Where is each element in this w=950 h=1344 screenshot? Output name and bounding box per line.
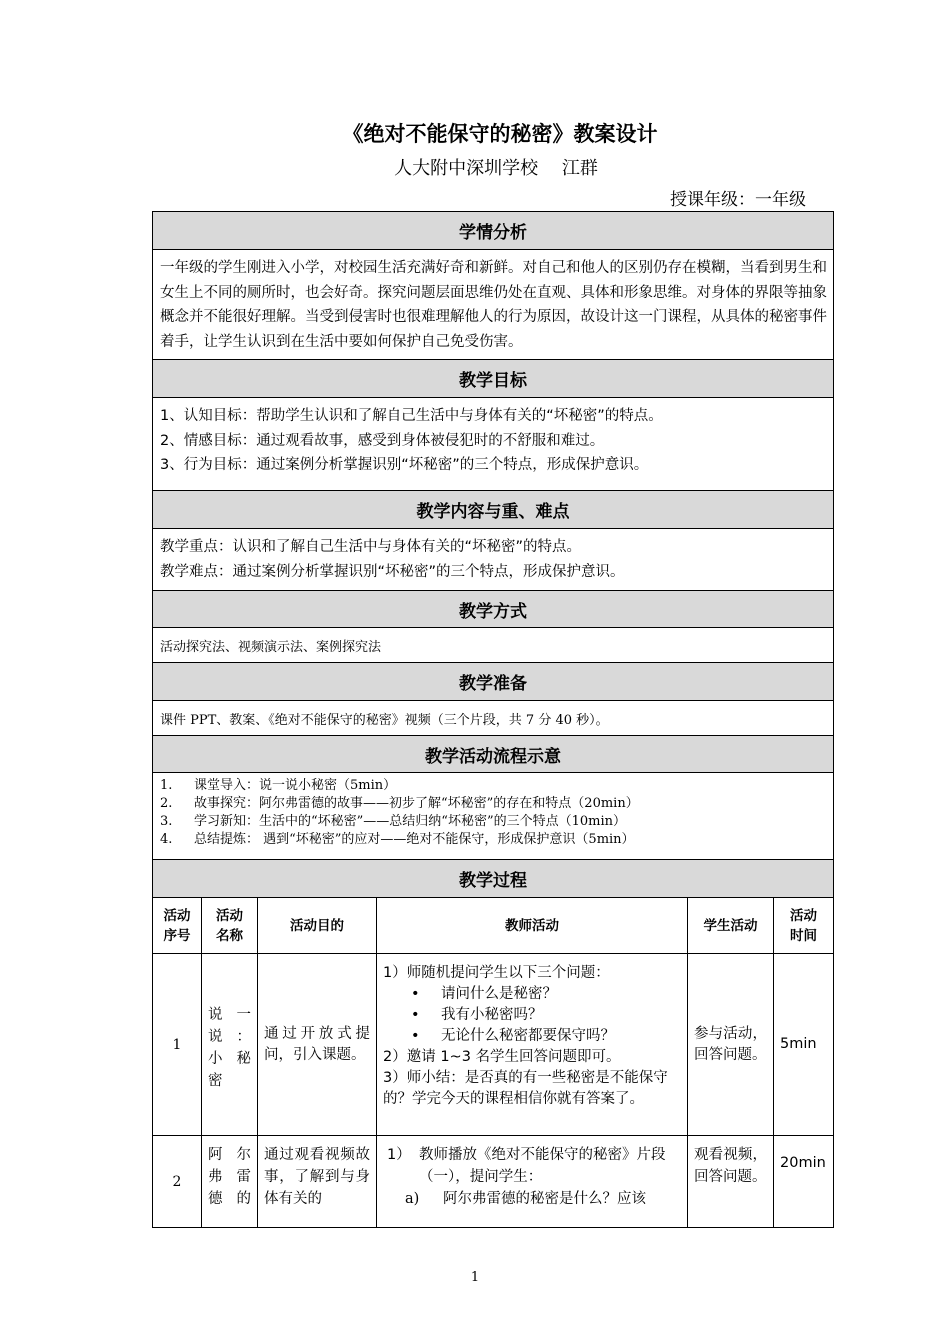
column-header-teacher: 教师活动	[377, 898, 688, 954]
keypoint-item: 教学难点：通过案例分析掌握识别“坏秘密”的三个特点，形成保护意识。	[160, 563, 625, 580]
flow-item	[160, 813, 827, 831]
flow-item	[160, 777, 827, 795]
grade-level: 授课年级：一年级	[670, 190, 806, 210]
flow-item	[160, 795, 827, 813]
prep-text: 课件 PPT、教案、《绝对不能保守的秘密》视频（三个片段，共 7 分 40 秒）。	[153, 701, 834, 736]
methods-text: 活动探究法、视频演示法、案例探究法	[153, 628, 834, 663]
keypoint-item: 教学重点：认识和了解自己生活中与身体有关的“坏秘密”的特点。	[160, 539, 582, 555]
teacher-activity: 1） 教师播放《绝对不能保守的秘密》片段（一），提问学生： a) 阿尔弗雷德的秘密是什么？应该	[377, 1136, 688, 1228]
section-heading-process: 教学过程	[153, 860, 834, 898]
activity-number: 2	[153, 1136, 202, 1228]
activity-name: 阿尔弗雷德的	[202, 1136, 258, 1228]
column-header-name: 活动 名称	[202, 898, 258, 954]
section-heading-analysis: 学情分析	[153, 212, 834, 250]
flow-item	[160, 831, 827, 849]
teacher-question: • 无论什么秘密都要保守吗？	[411, 1026, 681, 1047]
flow-item-number: 3.	[160, 814, 173, 829]
activity-time: 20min	[774, 1136, 834, 1228]
section-heading-prep: 教学准备	[153, 663, 834, 701]
author-line: 人大附中深圳学校 江群	[394, 158, 598, 179]
section-heading-keypoints: 教学内容与重、难点	[153, 491, 834, 529]
student-activity: 观看视频，回答问题。	[688, 1136, 774, 1228]
student-activity: 参与活动，回答问题。	[688, 954, 774, 1136]
section-heading-methods: 教学方式	[153, 591, 834, 628]
column-header-student: 学生活动	[688, 898, 774, 954]
table-row	[153, 954, 834, 1136]
activity-purpose: 通过观看视频故事，了解到与身体有关的	[258, 1136, 377, 1228]
flow-list	[153, 773, 834, 860]
flow-item-text: 总结提炼： 遇到“坏秘密”的应对——绝对不能保守，形成保护意识（5min）	[194, 832, 635, 847]
flow-item-text: 故事探究：阿尔弗雷德的故事——初步了解“坏秘密”的存在和特点（20min）	[194, 796, 639, 811]
table-row	[153, 1136, 834, 1228]
lesson-plan-table	[152, 211, 834, 1228]
section-heading-goals: 教学目标	[153, 360, 834, 398]
goal-item: 2、情感目标：通过观看故事，感受到身体被侵犯时的不舒服和难过。	[160, 432, 605, 449]
activity-time: 5min	[774, 954, 834, 1136]
column-header-seq: 活动 序号	[153, 898, 202, 954]
column-header-time: 活动 时间	[774, 898, 834, 954]
activity-purpose: 通过开放式提问，引入课题。	[258, 954, 377, 1136]
section-heading-flow: 教学活动流程示意	[153, 736, 834, 773]
goals-list	[153, 398, 834, 491]
column-header-purpose: 活动目的	[258, 898, 377, 954]
teacher-activity: 1）师随机提问学生以下三个问题： • 请问什么是秘密？ • 我有小秘密吗？ • 无论什么秘密都要保守吗？ 2）邀请 1~3 名学生回答问题即可。 3）师小结：是否真的有一些秘密是不能保守的？学完今天的课程相信你就有答案了。	[377, 954, 688, 1136]
goal-item: 3、行为目标：通过案例分析掌握识别“坏秘密”的三个特点，形成保护意识。	[160, 457, 649, 473]
document-title: 《绝对不能保守的秘密》教案设计	[342, 122, 658, 146]
keypoints-list	[153, 529, 834, 591]
activity-number: 1	[153, 954, 202, 1136]
flow-item-number: 2.	[160, 796, 173, 811]
flow-item-number: 4.	[160, 832, 173, 847]
flow-item-text: 课堂导入：说一说小秘密（5min）	[194, 778, 397, 793]
flow-item-number: 1.	[160, 778, 173, 793]
goal-item: 1、认知目标：帮助学生认识和了解自己生活中与身体有关的“坏秘密”的特点。	[160, 408, 663, 424]
analysis-text: 一年级的学生刚进入小学，对校园生活充满好奇和新鲜。对自己和他人的区别仍存在模糊，当看到男生和女生上不同的厕所时，也会好奇。探究问题层面思维仍处在直观、具体和形象思维。对身体的界限等抽象概念并不能很好理解。当受到侵害时也很难理解他人的行为原因，故设计这一门课程，从具体的秘密事件着手，让学生认识到在生活中要如何保护自己免受伤害。	[153, 250, 834, 360]
teacher-question: • 我有小秘密吗？	[411, 1005, 681, 1026]
teacher-question: • 请问什么是秘密？	[411, 984, 681, 1005]
page-number: 1	[470, 1270, 480, 1285]
flow-item-text: 学习新知：生活中的“坏秘密”——总结归纳“坏秘密”的三个特点（10min）	[194, 814, 626, 829]
activity-name: 说一说：小秘密	[202, 954, 258, 1136]
